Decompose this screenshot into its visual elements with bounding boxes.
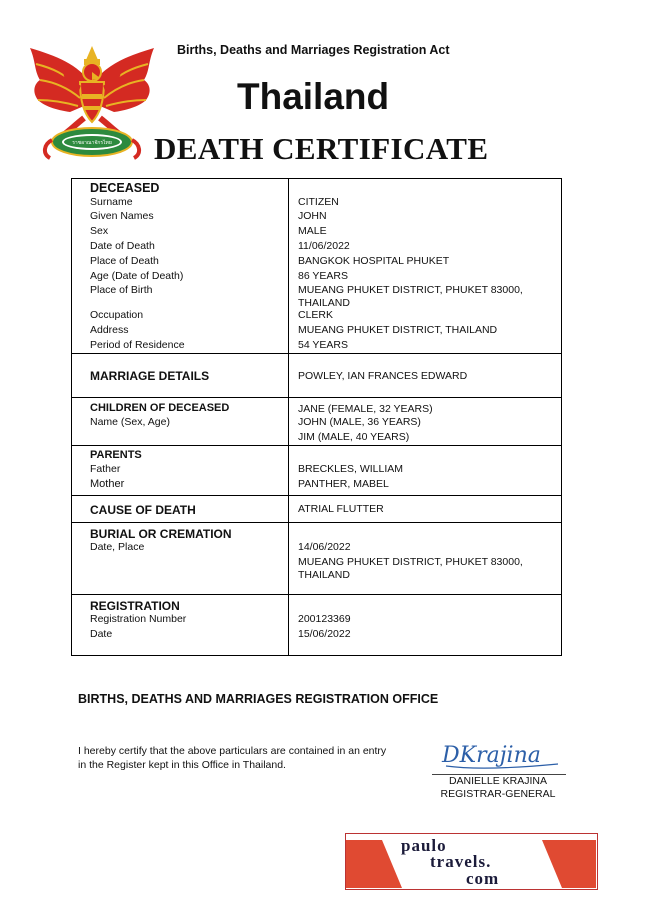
sex-value: MALE (298, 225, 327, 237)
marriage-value: POWLEY, IAN FRANCES EDWARD (298, 370, 468, 382)
row-divider (71, 445, 562, 446)
father-value: BRECKLES, WILLIAM (298, 463, 404, 475)
row-divider (71, 594, 562, 595)
registration-number-value: 200123369 (298, 613, 351, 625)
mother-value: PANTHER, MABEL (298, 478, 389, 490)
office-title: BIRTHS, DEATHS AND MARRIAGES REGISTRATION OFFICE (78, 692, 439, 706)
father-label: Father (90, 463, 121, 475)
act-title: Births, Deaths and Marriages Registration Act (177, 43, 450, 57)
svg-text:ราชอาณาจักรไทย: ราชอาณาจักรไทย (72, 140, 112, 146)
watermark-text: travels. (430, 852, 492, 871)
children-label: Name (Sex, Age) (90, 416, 170, 428)
watermark-text: paulo (401, 836, 447, 855)
watermark-text: com (466, 869, 500, 888)
mother-label: Mother (90, 478, 125, 490)
date-of-death-value: 11/06/2022 (298, 240, 350, 252)
given-names-label: Given Names (90, 210, 154, 222)
row-divider (71, 353, 562, 354)
occupation-value: CLERK (298, 309, 334, 321)
place-of-death-label: Place of Death (90, 255, 159, 267)
signature-icon (436, 734, 564, 774)
age-label: Age (Date of Death) (90, 270, 184, 282)
certify-text: in the Register kept in this Office in Thailand. (78, 759, 286, 771)
surname-label: Surname (90, 196, 133, 208)
sex-label: Sex (90, 225, 109, 237)
place-of-death-value: BANGKOK HOSPITAL PHUKET (298, 255, 450, 267)
marriage-heading: MARRIAGE DETAILS (90, 369, 210, 383)
document-title: DEATH CERTIFICATE (154, 131, 489, 166)
burial-place-value-cont: THAILAND (298, 569, 350, 581)
deceased-heading: DECEASED (90, 181, 160, 195)
registration-date-value: 15/06/2022 (298, 628, 351, 640)
residence-label: Period of Residence (90, 339, 185, 351)
surname-value: CITIZEN (298, 196, 339, 208)
burial-label: Date, Place (90, 541, 145, 553)
place-of-birth-value: MUEANG PHUKET DISTRICT, PHUKET 83000, (298, 284, 523, 296)
column-divider (288, 178, 289, 656)
burial-place-value: MUEANG PHUKET DISTRICT, PHUKET 83000, (298, 556, 523, 568)
registrar-name: DANIELLE KRAJINA (448, 775, 548, 787)
address-value: MUEANG PHUKET DISTRICT, THAILAND (298, 324, 498, 336)
children-heading: CHILDREN OF DECEASED (90, 402, 230, 414)
cause-heading: CAUSE OF DEATH (90, 503, 196, 517)
given-names-value: JOHN (298, 210, 327, 222)
registration-heading: REGISTRATION (90, 599, 180, 613)
garuda-emblem-icon (22, 44, 162, 164)
registration-number-label: Registration Number (90, 613, 187, 625)
country-title: Thailand (237, 76, 390, 117)
place-of-birth-value-cont: THAILAND (298, 297, 350, 309)
row-divider (71, 397, 562, 398)
burial-heading: BURIAL OR CREMATION (90, 527, 232, 541)
svg-text:DKrajina: DKrajina (442, 743, 541, 768)
child-value: JIM (MALE, 40 YEARS) (298, 431, 410, 443)
cause-value: ATRIAL FLUTTER (298, 503, 384, 515)
parents-heading: PARENTS (90, 449, 142, 461)
occupation-label: Occupation (90, 309, 144, 321)
certify-text: I hereby certify that the above particulars are contained in an entry (78, 745, 387, 757)
child-value: JANE (FEMALE, 32 YEARS) (298, 403, 433, 415)
burial-date-value: 14/06/2022 (298, 541, 351, 553)
date-of-death-label: Date of Death (90, 240, 155, 252)
child-value: JOHN (MALE, 36 YEARS) (298, 416, 421, 428)
registration-date-label: Date (90, 628, 113, 640)
registrar-title: REGISTRAR-GENERAL (440, 788, 556, 800)
residence-value: 54 YEARS (298, 339, 349, 351)
row-divider (71, 495, 562, 496)
place-of-birth-label: Place of Birth (90, 284, 153, 296)
age-value: 86 YEARS (298, 270, 349, 282)
address-label: Address (90, 324, 129, 336)
row-divider (71, 522, 562, 523)
